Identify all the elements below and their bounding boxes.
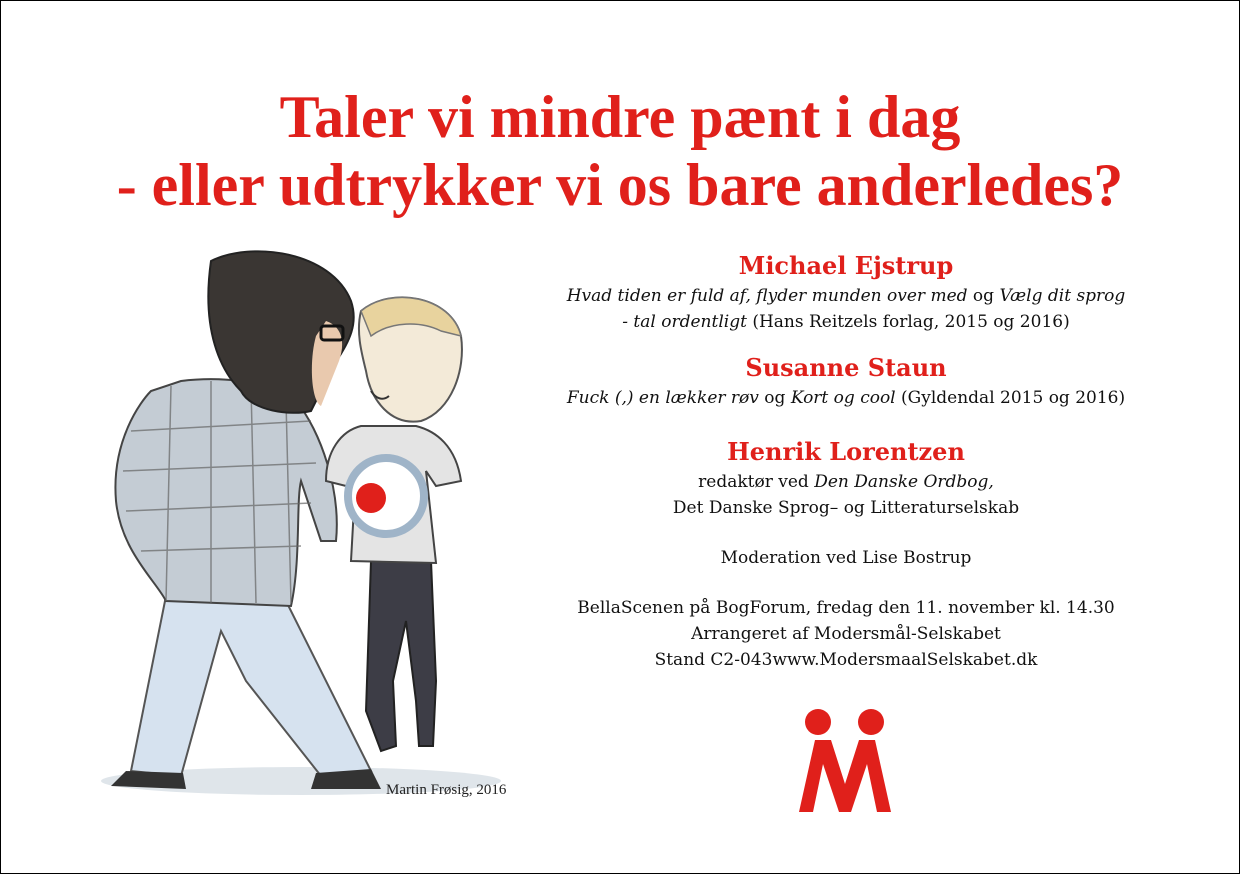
speaker-1-book-2-subtitle: - tal ordentligt [622,312,747,332]
speaker-2-books [541,385,1151,411]
modersmaal-selskabet-m-logo-icon [791,706,899,814]
speaker-2-publisher: (Gyldendal 2015 og 2016) [895,388,1126,408]
sketch-illustration [71,241,541,801]
speaker-2-book-2: Kort og cool [790,388,896,408]
headline [1,83,1239,219]
illustration-credit: Martin Frøsig, 2016 [386,782,507,798]
event-info [541,249,1151,673]
speaker-1-books [541,283,1151,309]
event-stand: Stand C2-043www.ModersmaalSelskabet.dk [654,650,1038,670]
speaker-2-book-1: Fuck (,) en lækker røv [566,388,759,408]
moderation: Moderation ved Lise Bostrup [720,548,972,568]
speaker-1-publisher: (Hans Reitzels forlag, 2015 og 2016) [746,312,1070,332]
speaker-3-role-prefix: redaktør ved [698,472,815,492]
speaker-1-book-2: Vælg dit sprog [999,286,1126,306]
speaker-3-role-title: Den Danske Ordbog, [814,472,994,492]
speaker-3-org: Det Danske Sprog– og Litteraturselskab [672,498,1020,518]
speaker-1-books-cont [541,309,1151,335]
speaker-name-1: Michael Ejstrup [738,251,954,280]
speaker-name-3: Henrik Lorentzen [727,437,965,466]
speaker-3-role [541,469,1151,495]
headline-line-1: Taler vi mindre pænt i dag [279,84,961,150]
headline-line-2: - eller udtrykker vi os bare anderledes? [116,152,1124,218]
speaker-1-book-1: Hvad tiden er fuld af, flyder munden over med [566,286,968,306]
speaker-name-2: Susanne Staun [745,353,947,382]
speaker-2-and: og [758,388,791,408]
event-venue: BellaScenen på BogForum, fredag den 11. november kl. 14.30 [577,598,1115,618]
event-organizer: Arrangeret af Modersmål-Selskabet [691,624,1001,644]
speaker-1-and: og [967,286,1000,306]
